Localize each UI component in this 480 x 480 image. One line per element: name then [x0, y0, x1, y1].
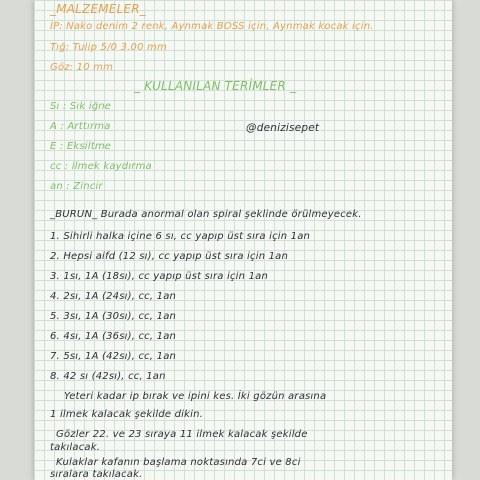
note-3: Gözler 22. ve 23 sıraya 11 ilmek kalacak şekilde [56, 429, 308, 440]
row-4: 4. 2sı, 1A (24sı), cc, 1an [50, 291, 177, 302]
yarn-line: İP: Nako denim 2 renk, Aynmak BOSS için, Aynmak kocak için. [50, 21, 374, 32]
materials-heading: _MALZEMELER_ [50, 2, 146, 16]
term-sc: Sı : Sık iğne [50, 101, 112, 112]
note-4: takılacak. [50, 442, 101, 453]
row-6: 6. 4sı, 1A (36sı), cc, 1an [50, 331, 177, 342]
note-6: sıralara takılacak. [50, 469, 143, 480]
row-5: 5. 3sı, 1A (30sı), cc, 1an [50, 311, 177, 322]
nose-heading: _BURUN_ Burada anormal olan spiral şeklinde örülmeyecek. [50, 209, 362, 220]
terms-heading: _ KULLANILAN TERİMLER _ [134, 79, 297, 93]
row-8: 8. 42 sı (42sı), cc, 1an [50, 371, 166, 382]
row-2: 2. Hepsi aifd (12 sı), cc yapıp üst sıra için 1an [50, 251, 289, 262]
notebook-page [34, 0, 452, 480]
term-slip: cc : ilmek kaydırma [50, 161, 152, 172]
author-handle: @denizisepet [246, 122, 320, 134]
row-1: 1. Sihirli halka içine 6 sı, cc yapıp üst sıra için 1an [50, 231, 311, 242]
note-2: 1 ilmek kalacak şekilde dikin. [50, 409, 203, 420]
term-inc: A : Arttırma [50, 121, 111, 132]
row-7: 7. 5sı, 1A (42sı), cc, 1an [50, 351, 177, 362]
row-3: 3. 1sı, 1A (18sı), cc yapıp üst sıra için 1an [50, 271, 269, 282]
note-5: Kulaklar kafanın başlama noktasında 7ci ve 8ci [56, 457, 301, 468]
term-chain: an : Zincir [50, 181, 103, 192]
term-dec: E : Eksiltme [50, 141, 112, 152]
hook-line: Tığ: Tulip 5/0 3.00 mm [50, 42, 167, 53]
note-1: Yeteri kadar ip bırak ve ipini kes. İki gözün arasına [64, 391, 327, 402]
eye-line: Göz: 10 mm [50, 62, 114, 73]
